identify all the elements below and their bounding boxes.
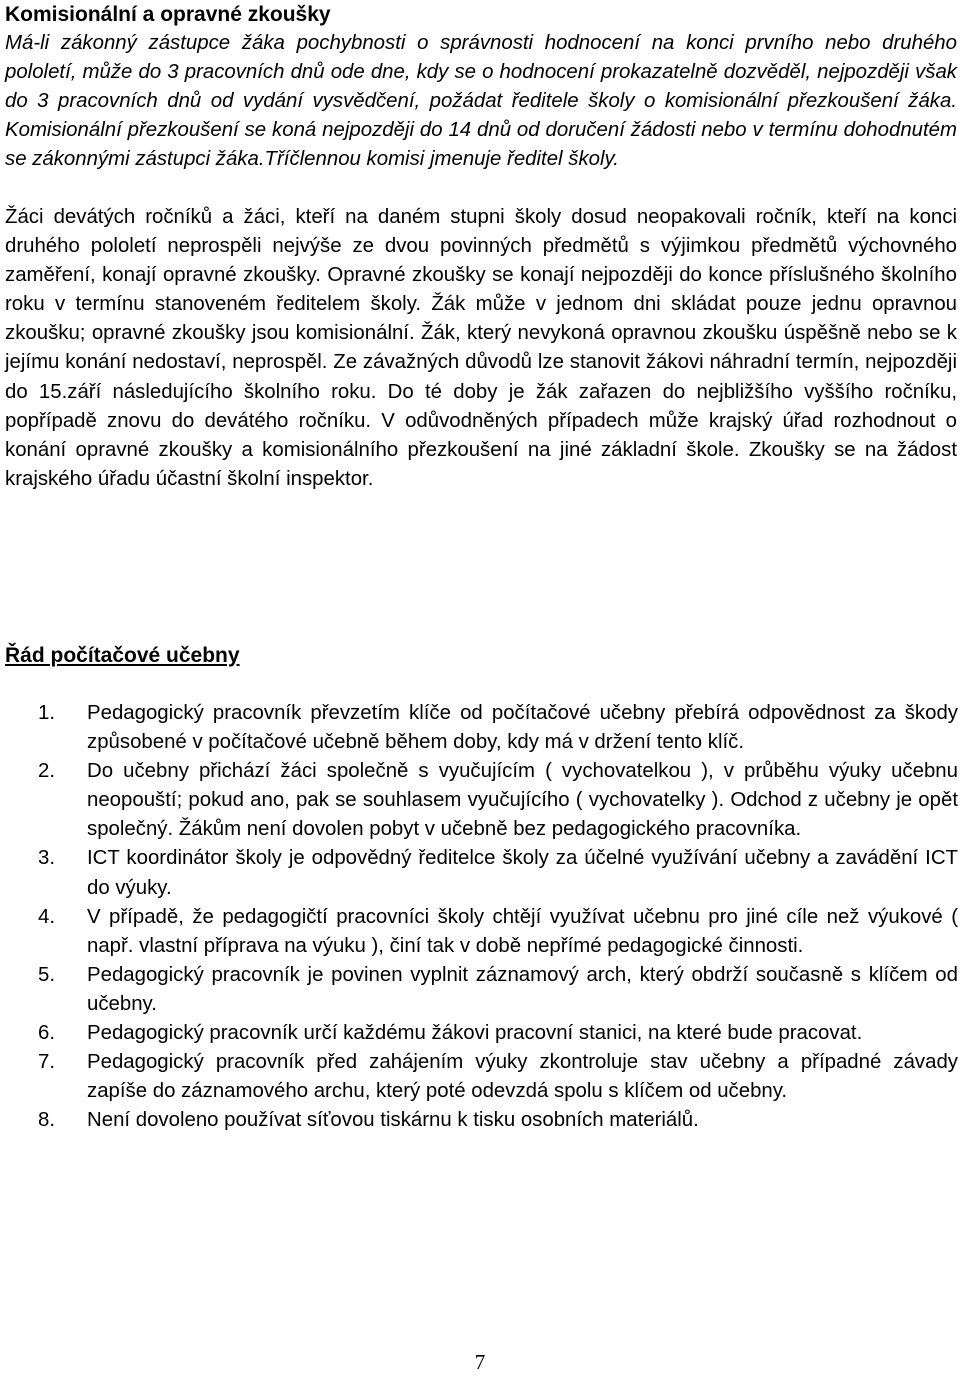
- list-item-text: V případě, že pedagogičtí pracovníci školy chtějí využívat učebnu pro jiné cíle než výukové ( např. vlastní příprava na výuku ), činí tak v době nepřímé pedagogické činnosti.: [87, 905, 958, 957]
- list-item-number: 3.: [38, 847, 56, 870]
- list-item-number: 5.: [38, 963, 56, 986]
- list-item-number: 7.: [38, 1051, 56, 1074]
- list-item-text: Není dovoleno používat síťovou tiskárnu k tisku osobních materiálů.: [87, 1109, 699, 1132]
- list-item-text: Pedagogický pracovník určí každému žákovi pracovní stanici, na které bude pracovat.: [87, 1022, 863, 1045]
- list-item-number: 8.: [38, 1109, 56, 1132]
- list-item-number: 6.: [38, 1022, 56, 1045]
- list-item: [38, 844, 958, 902]
- list-item-text: Pedagogický pracovník před zahájením výuky zkontroluje stav učebny a případné závady zapíše do záznamového archu, který poté odevzdá spolu s klíčem od učebny.: [87, 1051, 958, 1103]
- list-item-text: Do učebny přichází žáci společně s vyučujícím ( vychovatelkou ), v průběhu výuky učebnu neopouští; pokud ano, pak se souhlasem vyučujícího ( vychovatelky ). Odchod z učebny je opět společný. Žákům není dovolen pobyt v učebně bez pedagogického pracovníka.: [87, 760, 958, 841]
- list-item: [38, 961, 958, 1019]
- list-item: [38, 1048, 958, 1106]
- section-title-exams: Komisionální a opravné zkoušky: [5, 3, 331, 26]
- section-title-computer-room-rules: Řád počítačové učebny: [5, 644, 240, 667]
- paragraph-retake-exams: Žáci devátých ročníků a žáci, kteří na daném stupni školy dosud neopakovali ročník, kteří na konci druhého pololetí neprospěli nejvýše ze dvou povinných předmětů s výjimkou předmětů výchovného zaměření, konají opravné zkoušky. Opravné zkoušky se konají nejpozději do konce příslušného školního roku v termínu stanoveném ředitelem školy. Žák může v jednom dni skládat pouze jednu opravnou zkoušku; opravné zkoušky jsou komisionální. Žák, který nevykoná opravnou zkoušku úspěšně nebo se k jejímu konání nedostaví, neprospěl. Ze závažných důvodů lze stanovit žákovi náhradní termín, nejpozději do 15.září následujícího školního roku. Do té doby je žák zařazen do nejbližšího vyššího ročníku, popřípadě znovu do devátého ročníku. V odůvodněných případech může krajský úřad rozhodnout o konání opravné zkoušky a komisionálního přezkoušení na jiné základní škole. Zkoušky se na žádost krajského úřadu účastní školní inspektor.: [5, 206, 957, 490]
- list-item-number: 2.: [38, 760, 56, 783]
- list-item: [38, 699, 958, 757]
- list-item-text: ICT koordinátor školy je odpovědný ředitelce školy za účelné využívání učebny a zavádění ICT do výuky.: [87, 847, 958, 899]
- list-item: [38, 1019, 958, 1048]
- list-item-text: Pedagogický pracovník je povinen vyplnit záznamový arch, který obdrží současně s klíčem od učebny.: [87, 963, 958, 1015]
- list-item: [38, 757, 958, 844]
- list-item: [38, 903, 958, 961]
- page-number: 7: [474, 1350, 486, 1374]
- rules-list: [38, 699, 958, 1135]
- paragraph-commission-review: Má-li zákonný zástupce žáka pochybnosti o správnosti hodnocení na konci prvního nebo druhého pololetí, může do 3 pracovních dnů ode dne, kdy se o hodnocení prokazatelně dozvěděl, nejpozději však do 3 pracovních dnů od vydání vysvědčení, požádat ředitele školy o komisionální přezkoušení žáka. Komisionální přezkoušení se koná nejpozději do 14 dnů od doručení žádosti nebo v termínu dohodnutém se zákonnými zástupci žáka.Tříčlennou komisi jmenuje ředitel školy.: [5, 32, 957, 171]
- list-item-number: 1.: [38, 702, 56, 724]
- list-item-text: Pedagogický pracovník převzetím klíče od počítačové učebny přebírá odpovědnost za škody způsobené v počítačové učebně během doby, kdy má v držení tento klíč.: [87, 702, 958, 754]
- list-item: [38, 1106, 958, 1135]
- list-item-number: 4.: [38, 905, 56, 928]
